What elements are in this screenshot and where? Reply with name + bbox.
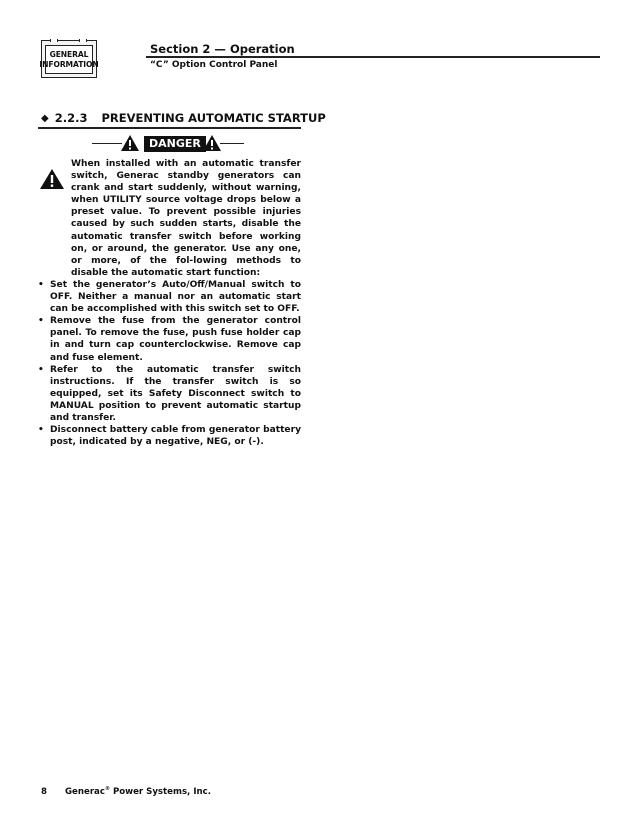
section-title: PREVENTING AUTOMATIC STARTUP xyxy=(101,111,326,125)
list-item: • Refer to the automatic transfer switch instructions. If the transfer switch is so equipped, set its Safety Disconnect switch to MANUAL position to prevent automatic startup and transfer. xyxy=(38,364,301,424)
footer-company: Generac xyxy=(64,786,105,797)
tab-line-2: INFORMATION xyxy=(39,59,99,69)
list-item-text: Remove the fuse from the generator control panel. To remove the fuse, push fuse holder cap in and turn cap counterclockwise. Remove cap and fuse element. xyxy=(50,316,301,363)
warning-triangle-icon xyxy=(40,169,64,189)
list-item-text: Refer to the automatic transfer switch instructions. If the transfer switch is so equipped, set its Safety Disconnect switch to MANUAL position to prevent automatic startup and transfer. xyxy=(50,364,301,424)
header-rule xyxy=(146,56,600,58)
footer-company-rest: Power Systems, Inc. xyxy=(109,786,211,797)
diamond-bullet-icon: ◆ xyxy=(41,112,49,124)
danger-warning-text: When installed with an automatic transfer switch, Generac standby generators can crank and start suddenly, without warning, when UTILITY source voltage drops below a preset value. To prevent possible injuries caused by such sudden starts, disable the automatic transfer switch before working on, or around, the generator. Use any one, or more, of the fol-lowing methods to disable the automatic start function: xyxy=(71,159,301,278)
section-number: 2.2.3 xyxy=(54,111,88,125)
section-rule xyxy=(38,127,301,129)
section-header-title: Section 2 — Operation xyxy=(150,42,295,56)
page-footer xyxy=(41,786,211,797)
list-item-text: Disconnect battery cable from generator battery post, indicated by a negative, NEG, or (-). xyxy=(50,425,301,448)
list-item-text: Set the generator’s Auto/Off/Manual switch to OFF. Neither a manual nor an automatic start can be accomplished with this switch set to OFF. xyxy=(50,280,301,315)
danger-banner xyxy=(92,133,244,153)
danger-line-left xyxy=(92,143,122,144)
disable-methods-list xyxy=(36,279,301,448)
page-number: 8 xyxy=(41,786,47,797)
tab-notch xyxy=(50,39,58,42)
registered-mark: ® xyxy=(104,786,110,792)
list-item: • Set the generator’s Auto/Off/Manual switch to OFF. Neither a manual nor an automatic start can be accomplished with this switch set to OFF. xyxy=(38,280,301,315)
list-item: • Disconnect battery cable from generator battery post, indicated by a negative, NEG, or (-). xyxy=(38,425,301,448)
section-tab xyxy=(41,40,97,78)
section-header-subtitle: “C” Option Control Panel xyxy=(150,60,278,70)
danger-label: DANGER xyxy=(144,136,206,152)
tab-line-1: GENERAL xyxy=(49,49,89,59)
tab-label xyxy=(39,45,99,74)
section-heading xyxy=(41,111,326,125)
warning-triangle-icon xyxy=(121,135,139,151)
warning-triangle-icon xyxy=(203,135,221,151)
tab-notch xyxy=(79,39,87,42)
danger-line-right xyxy=(220,143,244,144)
list-item: • Remove the fuse from the generator control panel. To remove the fuse, push fuse holder cap in and turn cap counterclockwise. Remove cap and fuse element. xyxy=(38,316,301,363)
